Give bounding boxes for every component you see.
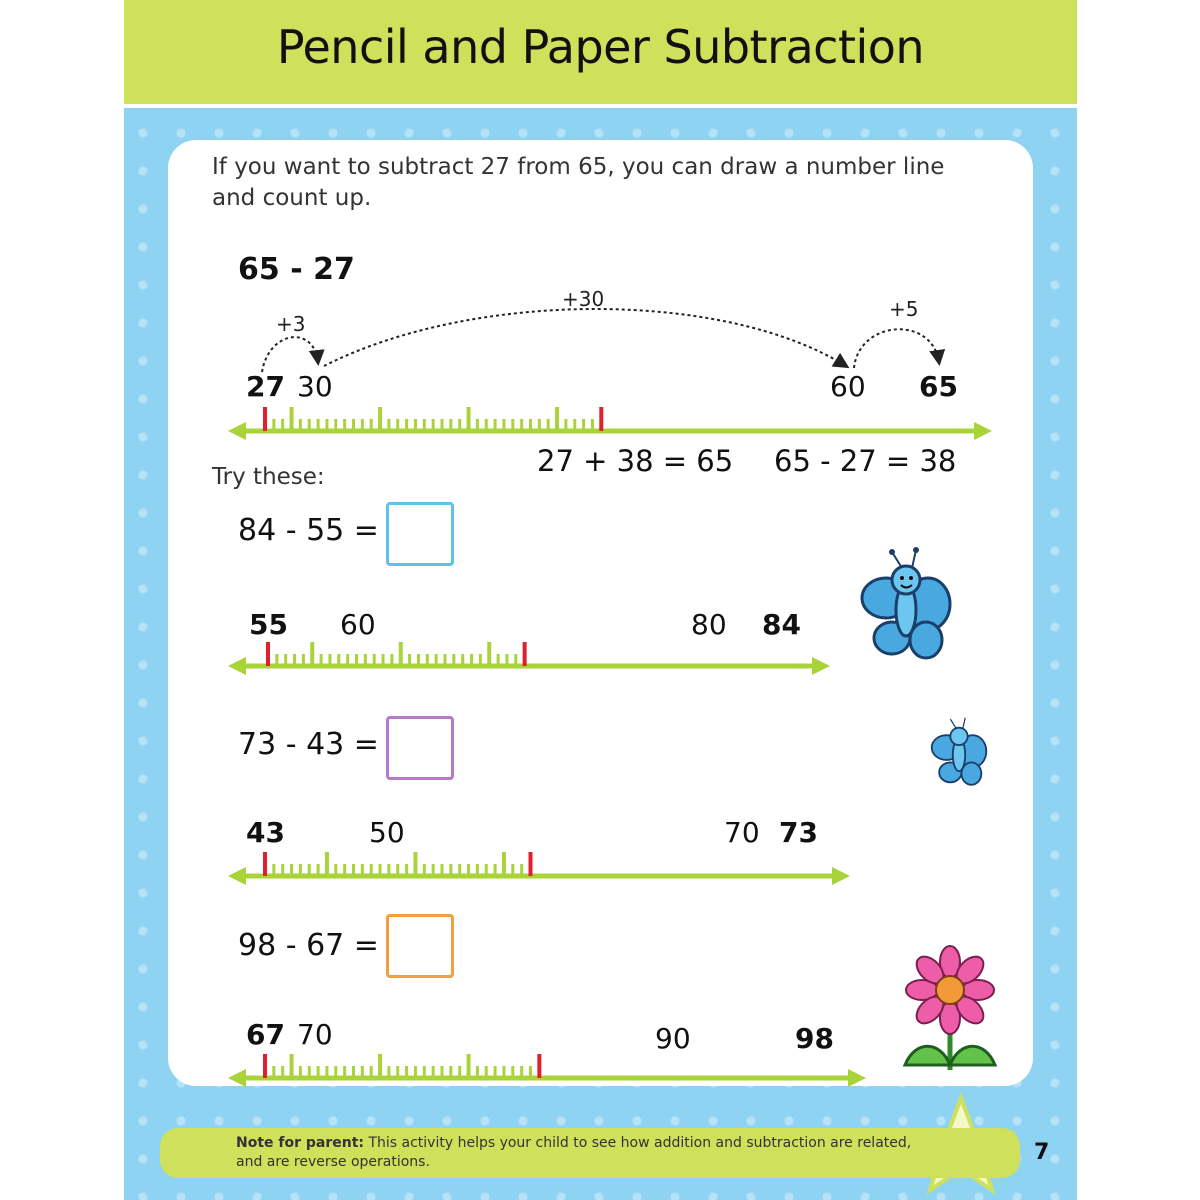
jump-arc-large [324, 309, 846, 366]
exercise-2-label-end: 73 [779, 816, 818, 849]
arrow-left-icon [228, 867, 246, 885]
butterfly-large-icon [862, 547, 950, 658]
example-label-3: 60 [830, 370, 866, 403]
worksheet-page [124, 0, 1077, 1200]
page-title: Pencil and Paper Subtraction [276, 20, 925, 74]
example-number-line [228, 407, 992, 440]
exercise-3-number-line [228, 1054, 866, 1087]
intro-text: If you want to subtract 27 from 65, you can draw a number line and count up. [212, 154, 945, 211]
exercise-1-problem: 84 - 55 = [238, 513, 379, 548]
exercise-1-label-2: 60 [340, 608, 376, 641]
jump-label-small: +3 [276, 312, 306, 336]
page-number: 7 [1034, 1140, 1050, 1165]
arrow-left-icon [228, 657, 246, 675]
parent-note [236, 1134, 936, 1172]
exercise-1-label-3: 80 [691, 608, 727, 641]
exercise-1-label-start: 55 [249, 608, 288, 641]
jump-arc-small [262, 337, 318, 372]
exercise-3-label-start: 67 [246, 1018, 285, 1051]
exercise-1-answer-box[interactable] [386, 502, 454, 566]
exercise-3-label-3: 90 [655, 1022, 691, 1055]
exercise-3-label-end: 98 [795, 1022, 834, 1055]
example-label-2: 30 [297, 370, 333, 403]
flower-icon [905, 946, 995, 1070]
butterfly-small-icon [932, 718, 987, 785]
equation-addition: 27 + 38 = 65 [537, 444, 734, 478]
exercise-1-label-end: 84 [762, 608, 801, 641]
parent-note-title: Note for parent: [236, 1135, 365, 1151]
jump-arcs [262, 309, 939, 372]
arrow-right-icon [832, 867, 850, 885]
exercise-3-answer-box[interactable] [386, 914, 454, 978]
arrow-left-icon [228, 1069, 246, 1087]
try-these-label: Try these: [212, 464, 325, 490]
parent-note-text: This activity helps your child to see how addition and subtraction are related, and are reverse operations. [236, 1135, 912, 1170]
equation-subtraction: 65 - 27 = 38 [774, 444, 957, 478]
example-label-start: 27 [246, 370, 285, 403]
exercise-3-problem: 98 - 67 = [238, 928, 379, 963]
jump-label-end: +5 [889, 297, 919, 321]
exercise-2-label-3: 70 [724, 816, 760, 849]
arrow-right-icon [974, 422, 992, 440]
jump-arc-end [854, 329, 939, 368]
exercise-3-label-2: 70 [297, 1018, 333, 1051]
exercise-2-answer-box[interactable] [386, 716, 454, 780]
arrow-left-icon [228, 422, 246, 440]
exercise-2-label-start: 43 [246, 816, 285, 849]
example-label-end: 65 [919, 370, 958, 403]
exercise-2-problem: 73 - 43 = [238, 727, 379, 762]
exercise-2-number-line [228, 852, 850, 885]
exercise-2-label-2: 50 [369, 816, 405, 849]
arrow-right-icon [812, 657, 830, 675]
example-problem: 65 - 27 [238, 252, 355, 287]
jump-label-large: +30 [562, 287, 605, 311]
exercise-1-number-line [228, 642, 830, 675]
arrow-right-icon [848, 1069, 866, 1087]
